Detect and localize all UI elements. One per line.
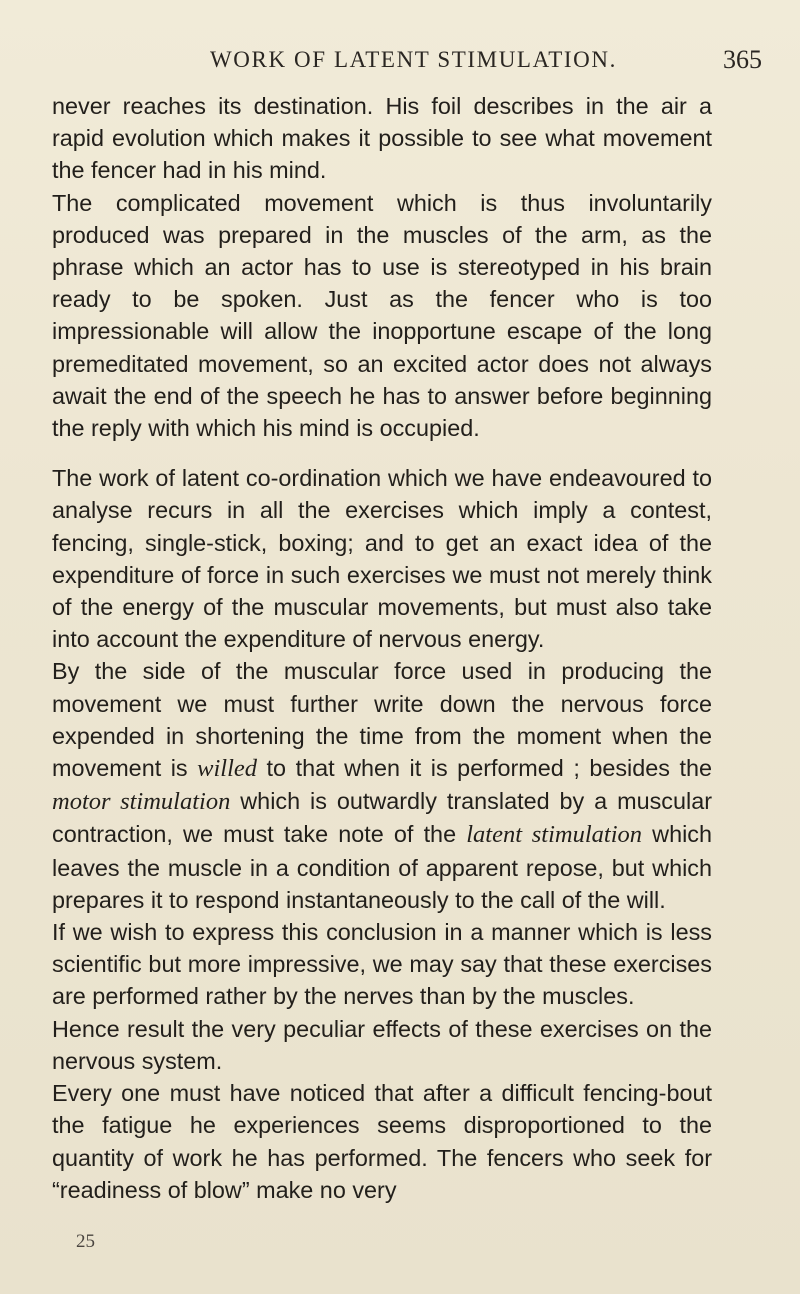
paragraph-6: Hence result the very peculiar effects of these exercises on the nervous system. [52,1015,712,1074]
paragraph-4-text: which leaves the muscle in a condition of apparent repose, but which prepares it to respond instantaneously to the call of the will. [52,821,712,913]
page-number: 365 [723,45,762,74]
paragraph-4-text: to that when it is performed ; besides the [257,755,712,782]
italic-latent-stimulation: latent stimulation [466,821,643,849]
paragraph-4-text: By the side of the muscular force used in producing the movement we must further write down the nervous force expended in shortening the time from the moment when the movement is [52,658,712,782]
paragraph-3: The work of latent co-ordination which we have endeavoured to analyse recurs in all the exercises which imply a contest, fencing, single-stick, boxing; and to get an exact idea of the expenditure of force in such exercises we must not merely think of the energy of the muscular movements, but must also take into account the expenditure of nervous energy. [52,465,712,653]
italic-willed: willed [197,755,258,783]
paragraph-5: If we wish to express this conclusion in a manner which is less scientific but more impressive, we may say that these exercises are performed rather by the nerves than by the muscles. [52,919,712,1010]
paragraph-2: The complicated movement which is thus involuntarily produced was prepared in the muscles of the arm, as the phrase which an actor has to use is stereotyped in his brain ready to be spoken. Just as the fencer who is too impressionable will allow the inopportune escape of the long premeditated movement, so an excited actor does not always await the end of the speech he has to answer before beginning the reply with which his mind is occupied. [52,189,712,442]
body-text [52,90,712,1206]
page-header [0,40,800,80]
running-head: WORK OF LATENT STIMULATION. [210,47,617,72]
signature-mark: 25 [76,1231,95,1252]
section-gap [52,444,712,462]
paragraph-4 [52,655,712,916]
italic-motor-stimulation: motor stimulation [52,788,231,816]
paragraph-1: never reaches its destination. His foil describes in the air a rapid evolution which makes it possible to see what movement the fencer had in his mind. [52,93,712,184]
paragraph-7: Every one must have noticed that after a difficult fencing-bout the fatigue he experiences seems disproportioned to the quantity of work he has performed. The fencers who seek for “readiness of blow” make no very [52,1080,712,1203]
paragraph-4-text: which is outwardly translated by a muscular contraction, we must take note of the [52,788,712,848]
